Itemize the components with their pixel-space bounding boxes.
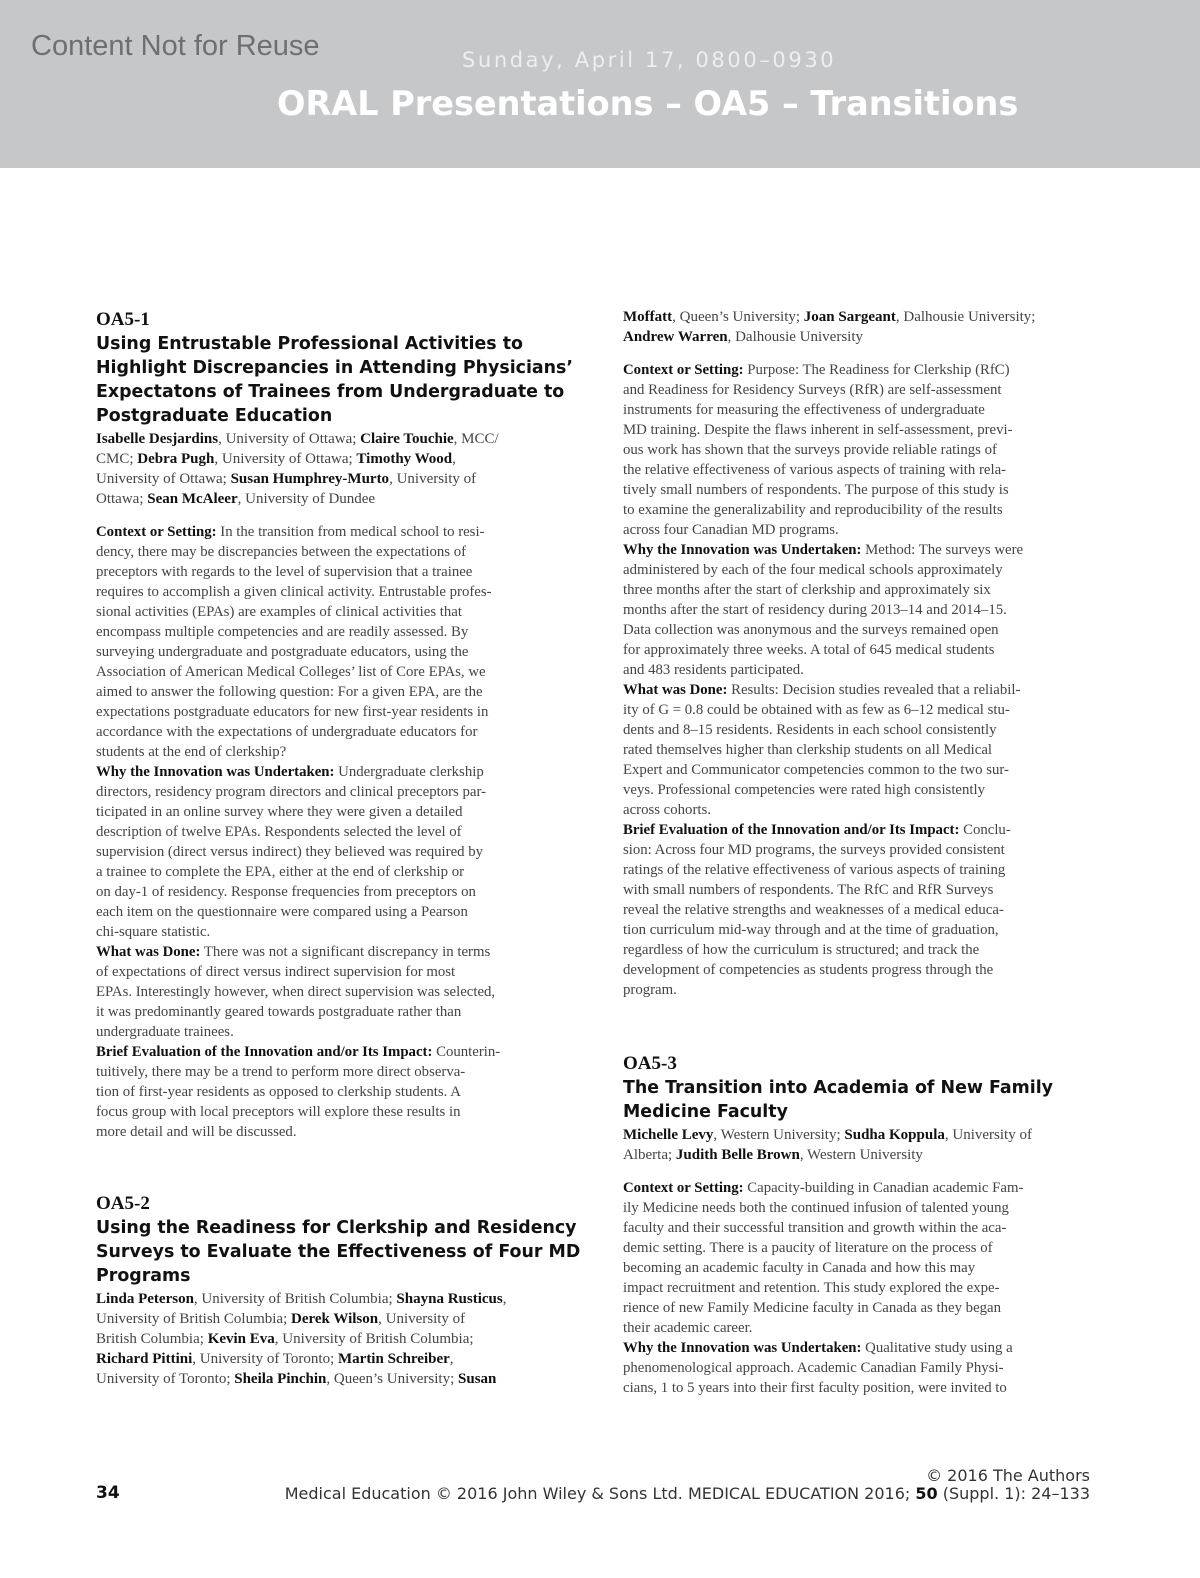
- text-line: [96, 449, 571, 469]
- text-line: [96, 1122, 571, 1142]
- text-segment: aimed to answer the following question: For a given EPA, are the: [96, 684, 483, 700]
- text-segment: University of Ottawa;: [96, 471, 231, 487]
- bold-segment: Martin Schreiber: [338, 1351, 450, 1367]
- text-segment: Counterin-: [432, 1044, 501, 1060]
- text-segment: CMC;: [96, 451, 138, 467]
- text-line: [623, 560, 1098, 580]
- bold-segment: Sean McAleer: [147, 491, 238, 507]
- text-line: [623, 840, 1098, 860]
- text-segment: directors, residency program directors and clinical preceptors par-: [96, 784, 487, 800]
- text-line: [623, 1378, 1098, 1398]
- text-line: [623, 640, 1098, 660]
- bold-segment: Isabelle Desjardins: [96, 431, 219, 447]
- text-line: [623, 1125, 1098, 1145]
- text-segment: becoming an academic faculty in Canada and how this may: [623, 1260, 976, 1276]
- bold-segment: Derek Wilson: [291, 1311, 379, 1327]
- text-line: [623, 1298, 1098, 1318]
- text-segment: rated themselves higher than clerkship students on all Medical: [623, 742, 992, 758]
- text-segment: tion of first-year residents as opposed to clerkship students. A: [96, 1084, 461, 1100]
- bold-segment: Andrew Warren: [623, 329, 728, 345]
- bold-segment: Richard Pittini: [96, 1351, 193, 1367]
- abstract-title-line: Highlight Discrepancies in Attending Physicians’: [96, 358, 573, 378]
- text-segment: surveying undergraduate and postgraduate educators, using the: [96, 644, 469, 660]
- bold-segment: Judith Belle Brown: [675, 1147, 800, 1163]
- text-segment: impact recruitment and retention. This study explored the expe-: [623, 1280, 1000, 1296]
- text-segment: program.: [623, 982, 677, 998]
- abstract-id: OA5-3: [623, 1053, 677, 1074]
- text-line: [96, 722, 571, 742]
- text-line: [623, 960, 1098, 980]
- text-line: [623, 500, 1098, 520]
- bold-segment: Kevin Eva: [207, 1331, 275, 1347]
- text-segment: , Western University;: [713, 1127, 845, 1143]
- text-segment: tively small numbers of respondents. The purpose of this study is: [623, 482, 1009, 498]
- bold-segment: Michelle Levy: [623, 1127, 714, 1143]
- text-segment: Qualitative study using a: [861, 1340, 1013, 1356]
- bold-segment: Joan Sargeant: [803, 309, 896, 325]
- text-segment: , University of Toronto;: [192, 1351, 338, 1367]
- text-segment: ,: [452, 451, 456, 467]
- text-segment: In the transition from medical school to resi-: [216, 524, 485, 540]
- text-line: [623, 760, 1098, 780]
- bold-segment: Brief Evaluation of the Innovation and/or Its Impact:: [96, 1044, 433, 1060]
- bold-segment: Claire Touchie: [360, 431, 454, 447]
- text-segment: across cohorts.: [623, 802, 711, 818]
- text-segment: Undergraduate clerkship: [334, 764, 484, 780]
- abstract-body: [96, 522, 571, 1142]
- text-segment: , University of Ottawa;: [218, 431, 361, 447]
- text-segment: months after the start of residency during 2013–14 and 2014–15.: [623, 602, 1007, 618]
- text-line: [623, 1258, 1098, 1278]
- text-segment: , University of: [378, 1311, 466, 1327]
- text-line: [96, 582, 571, 602]
- text-line: [96, 1022, 571, 1042]
- text-line: [623, 1278, 1098, 1298]
- text-line: [96, 882, 571, 902]
- text-segment: preceptors with regards to the level of supervision that a trainee: [96, 564, 473, 580]
- text-segment: rience of new Family Medicine faculty in Canada as they began: [623, 1300, 1002, 1316]
- text-line: [623, 1218, 1098, 1238]
- text-segment: accordance with the expectations of undergraduate educators for: [96, 724, 478, 740]
- text-line: [623, 307, 1098, 327]
- abstract-title-line: Postgraduate Education: [96, 406, 333, 426]
- text-line: [96, 1002, 571, 1022]
- text-line: [96, 1329, 571, 1349]
- text-line: [623, 680, 1098, 700]
- text-segment: students at the end of clerkship?: [96, 744, 287, 760]
- text-line: [96, 802, 571, 822]
- text-segment: sional activities (EPAs) are examples of clinical activities that: [96, 604, 462, 620]
- text-segment: description of twelve EPAs. Respondents selected the level of: [96, 824, 462, 840]
- text-segment: cians, 1 to 5 years into their first faculty position, were invited to: [623, 1380, 1007, 1396]
- text-segment: expectations postgraduate educators for new first-year residents in: [96, 704, 489, 720]
- text-segment: for approximately three weeks. A total of 645 medical students: [623, 642, 995, 658]
- abstract-body: [623, 1178, 1098, 1398]
- abstract-title: [96, 1216, 581, 1288]
- text-line: [96, 1369, 571, 1389]
- text-line: [623, 1238, 1098, 1258]
- text-line: [623, 740, 1098, 760]
- text-line: [623, 920, 1098, 940]
- text-segment: with small numbers of respondents. The RfC and RfR Surveys: [623, 882, 994, 898]
- text-line: [96, 922, 571, 942]
- text-segment: veys. Professional competencies were rated high consistently: [623, 782, 986, 798]
- abstract-oa5-1: [96, 308, 571, 1142]
- watermark: Content Not for Reuse: [31, 30, 320, 62]
- bold-segment: Susan Humphrey-Murto: [230, 471, 390, 487]
- text-segment: a trainee to complete the EPA, either at the end of clerkship or: [96, 864, 465, 880]
- abstract-id: OA5-1: [96, 309, 150, 330]
- text-segment: focus group with local preceptors will explore these results in: [96, 1104, 461, 1120]
- text-line: [623, 980, 1098, 1000]
- bold-segment: Debra Pugh: [137, 451, 215, 467]
- text-segment: Purpose: The Readiness for Clerkship (RfC): [743, 362, 1010, 378]
- bold-segment: Why the Innovation was Undertaken:: [623, 542, 862, 558]
- abstract-title-line: Using the Readiness for Clerkship and Residency: [96, 1218, 577, 1238]
- text-segment: , University of British Columbia;: [193, 1291, 397, 1307]
- text-line: [96, 662, 571, 682]
- bold-segment: Susan: [458, 1371, 497, 1387]
- text-line: [623, 440, 1098, 460]
- abstract-oa5-2: [96, 1192, 581, 1389]
- journal-citation-text: Medical Education © 2016 John Wiley & Sons Ltd. MEDICAL EDUCATION 2016;: [284, 1484, 916, 1503]
- bold-segment: Sheila Pinchin: [234, 1371, 327, 1387]
- text-line: [96, 942, 571, 962]
- text-line: [96, 1349, 571, 1369]
- text-line: [96, 562, 571, 582]
- abstract-authors: [623, 1125, 1098, 1165]
- text-segment: ratings of the relative effectiveness of various aspects of training: [623, 862, 1006, 878]
- text-segment: administered by each of the four medical schools approximately: [623, 562, 1003, 578]
- abstract-authors-continued: [623, 307, 1098, 347]
- abstract-title-line: Expectatons of Trainees from Undergraduate to: [96, 382, 565, 402]
- text-line: [96, 1289, 571, 1309]
- text-segment: EPAs. Interestingly however, when direct supervision was selected,: [96, 984, 496, 1000]
- bold-segment: Linda Peterson: [96, 1291, 194, 1307]
- text-line: [623, 540, 1098, 560]
- text-line: [623, 880, 1098, 900]
- page-number: 34: [96, 1483, 120, 1503]
- abstract-title-line: Surveys to Evaluate the Effectiveness of Four MD: [96, 1242, 581, 1262]
- text-segment: , Dalhousie University: [727, 329, 863, 345]
- text-line: [623, 480, 1098, 500]
- text-segment: Expert and Communicator competencies common to the two sur-: [623, 762, 1009, 778]
- text-line: [623, 1178, 1098, 1198]
- abstract-title: [96, 332, 571, 428]
- text-segment: across four Canadian MD programs.: [623, 522, 839, 538]
- text-segment: ,: [449, 1351, 454, 1367]
- text-line: [96, 1042, 571, 1062]
- text-segment: There was not a significant discrepancy in terms: [200, 944, 491, 960]
- text-line: [623, 860, 1098, 880]
- bold-segment: Why the Innovation was Undertaken:: [623, 1340, 862, 1356]
- text-segment: , MCC/: [453, 431, 499, 447]
- text-line: [96, 622, 571, 642]
- abstract-title-line: The Transition into Academia of New Family: [623, 1078, 1053, 1098]
- bold-segment: Context or Setting:: [623, 1180, 744, 1196]
- text-segment: Association of American Medical Colleges’ list of Core EPAs, we: [96, 664, 486, 680]
- footer-journal-citation: [285, 1484, 1090, 1503]
- bold-segment: Context or Setting:: [623, 362, 744, 378]
- bold-segment: Brief Evaluation of the Innovation and/or Its Impact:: [623, 822, 960, 838]
- bold-segment: What was Done:: [623, 682, 728, 698]
- text-line: [623, 1338, 1098, 1358]
- text-segment: tion curriculum mid-way through and at the time of graduation,: [623, 922, 999, 938]
- abstract-oa5-2-continued: [623, 306, 1098, 1000]
- text-segment: tuitively, there may be a trend to perform more direct observa-: [96, 1064, 466, 1080]
- text-line: [96, 1062, 571, 1082]
- text-segment: Ottawa;: [96, 491, 148, 507]
- text-segment: Results: Decision studies revealed that a reliabil-: [727, 682, 1021, 698]
- text-segment: ily Medicine needs both the continued infusion of talented young: [623, 1200, 1009, 1216]
- text-line: [96, 742, 571, 762]
- text-line: [623, 580, 1098, 600]
- text-segment: , Queen’s University;: [672, 309, 804, 325]
- text-line: [623, 420, 1098, 440]
- journal-citation-pages: (Suppl. 1): 24–133: [937, 1484, 1090, 1503]
- text-line: [96, 902, 571, 922]
- text-line: [623, 940, 1098, 960]
- text-line: [623, 1358, 1098, 1378]
- abstract-authors: [96, 1289, 571, 1389]
- abstract-id: OA5-2: [96, 1193, 150, 1214]
- text-segment: encompass multiple competencies and are readily assessed. By: [96, 624, 469, 640]
- text-line: [623, 780, 1098, 800]
- text-line: [96, 602, 571, 622]
- text-segment: , Queen’s University;: [326, 1371, 459, 1387]
- text-segment: sion: Across four MD programs, the surveys provided consistent: [623, 842, 1005, 858]
- footer-copyright: © 2016 The Authors: [926, 1466, 1090, 1485]
- text-segment: demic setting. There is a paucity of literature on the process of: [623, 1240, 993, 1256]
- text-line: [96, 1309, 571, 1329]
- text-segment: three months after the start of clerkship and approximately six: [623, 582, 991, 598]
- text-line: [96, 542, 571, 562]
- text-segment: ticipated in an online survey where they were given a detailed: [96, 804, 463, 820]
- text-segment: , University of: [944, 1127, 1032, 1143]
- text-segment: supervision (direct versus indirect) they believed was required by: [96, 844, 484, 860]
- text-line: [96, 782, 571, 802]
- text-segment: and Readiness for Residency Surveys (RfR) are self-assessment: [623, 382, 1002, 398]
- text-segment: Capacity-building in Canadian academic Fam-: [743, 1180, 1024, 1196]
- text-segment: requires to accomplish a given clinical activity. Entrustable profes-: [96, 584, 492, 600]
- text-line: [96, 429, 571, 449]
- abstract-title: [623, 1076, 1098, 1124]
- text-line: [623, 660, 1098, 680]
- text-segment: the relative effectiveness of various aspects of training with rela-: [623, 462, 1007, 478]
- text-line: [623, 380, 1098, 400]
- text-segment: British Columbia;: [96, 1331, 208, 1347]
- text-line: [623, 620, 1098, 640]
- text-segment: , Dalhousie University;: [895, 309, 1036, 325]
- bold-segment: Moffatt: [623, 309, 673, 325]
- text-segment: reveal the relative strengths and weaknesses of a medical educa-: [623, 902, 1004, 918]
- text-line: [96, 842, 571, 862]
- text-line: [623, 520, 1098, 540]
- text-segment: development of competencies as students progress through the: [623, 962, 994, 978]
- text-segment: , Western University: [799, 1147, 923, 1163]
- text-line: [623, 720, 1098, 740]
- text-segment: more detail and will be discussed.: [96, 1124, 297, 1140]
- text-line: [623, 460, 1098, 480]
- text-line: [96, 962, 571, 982]
- text-line: [96, 522, 571, 542]
- text-line: [623, 1145, 1098, 1165]
- text-line: [623, 1198, 1098, 1218]
- bold-segment: Sudha Koppula: [844, 1127, 945, 1143]
- session-date: Sunday, April 17, 0800–0930: [462, 48, 837, 72]
- text-line: [96, 1102, 571, 1122]
- text-segment: instruments for measuring the effectiveness of undergraduate: [623, 402, 985, 418]
- text-segment: , University of Dundee: [237, 491, 376, 507]
- text-line: [623, 820, 1098, 840]
- text-segment: , University of: [389, 471, 477, 487]
- abstract-title-line: Medicine Faculty: [623, 1102, 788, 1122]
- text-segment: University of Toronto;: [96, 1371, 235, 1387]
- bold-segment: What was Done:: [96, 944, 201, 960]
- text-segment: Data collection was anonymous and the surveys remained open: [623, 622, 999, 638]
- text-line: [96, 762, 571, 782]
- text-line: [623, 700, 1098, 720]
- text-line: [96, 489, 571, 509]
- text-segment: , University of Ottawa;: [214, 451, 357, 467]
- bold-segment: Shayna Rusticus: [396, 1291, 503, 1307]
- text-segment: University of British Columbia;: [96, 1311, 291, 1327]
- text-line: [623, 400, 1098, 420]
- journal-volume: 50: [915, 1484, 938, 1503]
- text-line: [96, 702, 571, 722]
- text-line: [96, 682, 571, 702]
- text-line: [623, 600, 1098, 620]
- text-line: [623, 1318, 1098, 1338]
- text-segment: their academic career.: [623, 1320, 753, 1336]
- text-line: [96, 862, 571, 882]
- text-segment: undergraduate trainees.: [96, 1024, 234, 1040]
- text-segment: phenomenological approach. Academic Canadian Family Physi-: [623, 1360, 1004, 1376]
- text-segment: , University of British Columbia;: [274, 1331, 474, 1347]
- text-segment: Conclu-: [959, 822, 1011, 838]
- text-segment: dents and 8–15 residents. Residents in each school consistently: [623, 722, 997, 738]
- session-title: ORAL Presentations – OA5 – Transitions: [277, 84, 1019, 123]
- text-segment: to examine the generalizability and reproducibility of the results: [623, 502, 1003, 518]
- text-line: [96, 982, 571, 1002]
- text-line: [96, 822, 571, 842]
- text-segment: MD training. Despite the flaws inherent in self-assessment, previ-: [623, 422, 1013, 438]
- text-segment: and 483 residents participated.: [623, 662, 804, 678]
- text-segment: ity of G = 0.8 could be obtained with as few as 6–12 medical stu-: [623, 702, 1010, 718]
- abstract-authors: [96, 429, 571, 509]
- text-segment: of expectations of direct versus indirect supervision for most: [96, 964, 456, 980]
- session-banner: [0, 0, 1200, 168]
- abstract-body: [623, 360, 1098, 1000]
- bold-segment: Why the Innovation was Undertaken:: [96, 764, 335, 780]
- text-segment: Alberta;: [623, 1147, 676, 1163]
- text-line: [623, 327, 1098, 347]
- text-segment: ,: [502, 1291, 507, 1307]
- bold-segment: Context or Setting:: [96, 524, 217, 540]
- abstract-title-line: Using Entrustable Professional Activities to: [96, 334, 523, 354]
- text-segment: dency, there may be discrepancies between the expectations of: [96, 544, 467, 560]
- abstract-title-line: Programs: [96, 1266, 191, 1286]
- text-segment: chi-square statistic.: [96, 924, 211, 940]
- bold-segment: Timothy Wood: [356, 451, 453, 467]
- text-segment: on day-1 of residency. Response frequencies from preceptors on: [96, 884, 476, 900]
- text-segment: regardless of how the curriculum is structured; and track the: [623, 942, 980, 958]
- text-line: [623, 800, 1098, 820]
- abstract-oa5-3: [623, 1052, 1098, 1398]
- text-segment: each item on the questionnaire were compared using a Pearson: [96, 904, 468, 920]
- text-line: [96, 642, 571, 662]
- text-segment: ous work has shown that the surveys provide reliable ratings of: [623, 442, 997, 458]
- text-segment: it was predominantly geared towards postgraduate rather than: [96, 1004, 462, 1020]
- text-line: [96, 469, 571, 489]
- text-line: [96, 1082, 571, 1102]
- text-line: [623, 900, 1098, 920]
- text-segment: faculty and their successful transition and growth within the aca-: [623, 1220, 1007, 1236]
- text-segment: Method: The surveys were: [861, 542, 1024, 558]
- text-line: [623, 360, 1098, 380]
